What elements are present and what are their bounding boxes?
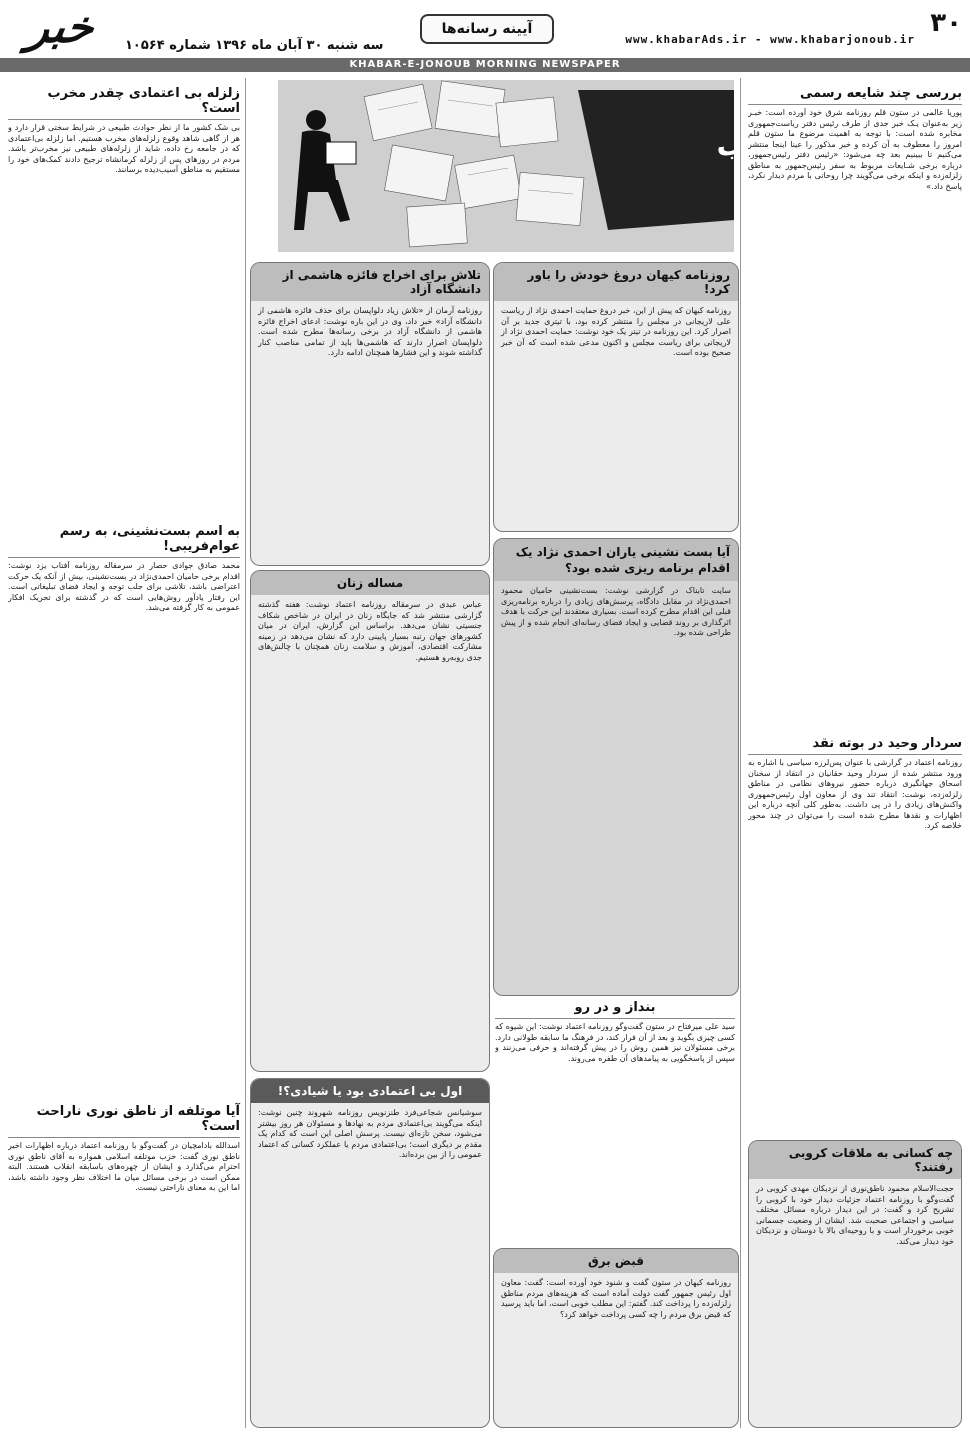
- article-title: زلزله بی اعتمادی چقدر مخرب است؟: [47, 86, 240, 116]
- article-title: به اسم بست‌نشینی، به رسم عوام‌فریبی!: [59, 524, 240, 554]
- article-motalefeh: [8, 1104, 240, 1441]
- article-body: سایت تابناک در گزارشی نوشت: بست‌نشینی حامیان محمود احمدی‌نژاد در مقابل دادگاه، پرسش‌های زیادی را درباره برنامه‌ریزی قبلی این اقدام مطرح کرده است. بسیاری معتقدند این حرکت با هدف اثرگذاری بر روند قضایی و ایجاد فضای رسانه‌ای انجام شده و از پیش طراحی شده بود.: [501, 586, 731, 637]
- article-strike: [8, 524, 240, 1033]
- article-quake-trust: [8, 86, 240, 543]
- article-title: روزنامه کیهان دروغ خودش را باور کرد!: [494, 263, 738, 301]
- newspapers-illustration: [278, 80, 734, 252]
- column-divider: [740, 78, 741, 1428]
- article-mistrust: [250, 1078, 490, 1428]
- hero-image: [278, 80, 734, 252]
- page-number: ۳۰: [930, 8, 962, 38]
- article-bendaz: [495, 1000, 735, 1250]
- section-title: آیینه رسانه‌ها: [420, 14, 554, 44]
- article-body: حجت‌الاسلام محمود ناطق‌نوری از نزدیکان مهدی کروبی در گفت‌وگو با روزنامه اعتماد جزئیات دیدار خود با کروبی را تشریح کرد و گفت: در این دیدار درباره مسائل مختلف سیاسی و اجتماعی صحبت شد. ایشان از وضعیت جسمانی خوبی برخوردار است و با روحیه‌ای بالا با دوستان و نزدیکان خود دیدار می‌کند.: [756, 1184, 954, 1246]
- article-title: آیا موتلفه از ناطق نوری ناراحت است؟: [36, 1104, 240, 1134]
- column-divider: [245, 78, 246, 1428]
- article-title: آیا بست نشینی یاران احمدی نژاد یک اقدام برنامه ریزی شده بود؟: [494, 539, 738, 581]
- newspaper-logo: خبر: [24, 2, 98, 53]
- article-kayhan: [493, 262, 739, 532]
- article-rumors: [748, 86, 962, 744]
- article-body: روزنامه کیهان در ستون گفت و شنود خود آورده است: گفت: معاون اول رئیس جمهور گفت دولت آماده است که هزینه‌های مردم مناطق زلزله‌زده را پرداخت کند. گفتم: این مطلب خوبی است، اما باید پرسید که قبض برق مردم را چه کسی پرداخت خواهد کرد؟: [501, 1278, 731, 1319]
- article-title: تلاش برای اخراج فائزه هاشمی از دانشگاه آزاد: [251, 263, 489, 301]
- article-body: اسدالله بادامچیان در گفت‌وگو با روزنامه اعتماد درباره اظهارات اخیر ناطق نوری گفت: حزب موتلفه اسلامی همواره به آقای ناطق نوری احترام می‌گذارد و ایشان از چهره‌های باسابقه انقلاب هستند. البته ممکن است در برخی مسائل میان ما اختلاف نظر وجود داشته باشد، اما این به معنای ناراحتی نیست.: [8, 1141, 240, 1192]
- article-body: سوشیانس شجاعی‌فرد طنزنویس روزنامه شهروند چنین نوشت: اینکه می‌گویند بی‌اعتمادی مردم به نهادها و مسئولان هر روز بیشتر می‌شود، سخن تازه‌ای نیست. پرسش اصلی این است که کدام یک مقدم بر دیگری است؛ بی‌اعتمادی مردم یا عملکرد کسانی که اعتماد عمومی را از بین برده‌اند.: [258, 1108, 482, 1159]
- article-barq: [493, 1248, 739, 1428]
- article-title: بنداز و در رو: [574, 1000, 656, 1015]
- article-ahmadinejad: [493, 538, 739, 996]
- article-body: محمد صادق جوادی حصار در سرمقاله روزنامه آفتاب یزد نوشت: اقدام برخی حامیان احمدی‌نژاد در بست‌نشینی، بیش از آنکه یک حرکت اعتراضی باشد، تلاشی برای جلب توجه و ایجاد فضای تبلیغاتی است. این رفتار یادآور روش‌هایی است که در گذشته برای تحریک افکار عمومی به کار گرفته می‌شد.: [8, 561, 240, 612]
- article-sardar: [748, 736, 962, 1150]
- masthead: [0, 0, 970, 58]
- article-title: اول بی اعتمادی بود یا شیادی؟!: [251, 1079, 489, 1103]
- article-title: چه کسانی به ملاقات کروبی رفتند؟: [749, 1141, 961, 1179]
- article-body: روزنامه آرمان از «تلاش زیاد دلواپسان برای حذف فائزه هاشمی از دانشگاه آزاد» خبر داد، وی در این باره نوشت: ادعای اخراج فائزه هاشمی از دانشگاه آزاد در برخی رسانه‌ها مطرح شده است. دلواپسان اصرار دارند که هاشمی‌ها باید از تمامی مناصب کنار گذاشته شوند و این فشارها همچنان ادامه دارد.: [258, 306, 482, 357]
- article-fatemeh: [250, 262, 490, 566]
- article-title: سردار وحید در بوته نقد: [812, 736, 962, 751]
- website-url[interactable]: www.khabarAds.ir - www.khabarjonoub.ir: [625, 33, 915, 46]
- article-body: روزنامه اعتماد در گزارشی با عنوان پس‌لرزه سیاسی با اشاره به ورود منتشر شده از سردار وحید حقانیان در انتقاد از سخنان اسحاق جهانگیری درباره حضور نیروهای نظامی در مناطق زلزله‌زده، نوشت: انتقاد تند وی از معاون اول رئیس‌جمهوری واکنش‌های زیادی را در پی داشت. به‌طور کلی آنچه درباره این اظهارات و نقدها مطرح شده است را می‌توان در چند محور خلاصه کرد.: [748, 758, 962, 830]
- article-kurubi: [748, 1140, 962, 1428]
- article-body: روزنامه کیهان که پیش از این، خبر دروغ حمایت احمدی نژاد از ریاست علی لاریجانی در مجلس را منتشر کرده بود، با تیتری جدید بر آن اصرار کرد. این روزنامه در تیتر یک خود نوشت: حمایت احمدی نژاد از لاریجانی برای ریاست مجلس و اکنون مدعی شده است که آن خبر صحیح بوده است.: [501, 306, 731, 357]
- article-title: بررسی چند شایعه رسمی: [799, 86, 962, 101]
- article-title: قبض برق: [494, 1249, 738, 1273]
- article-body: عباس عبدی در سرمقاله روزنامه اعتماد نوشت: هفته گذشته گزارشی منتشر شد که جایگاه زنان در ایران در شاخص شکاف جنسیتی نشان می‌دهد. براساس این گزارش، ایران در میان کشورهای جهان رتبه بسیار پایینی دارد که نشان می‌دهد در زمینه مشارکت اقتصادی، آموزش و سلامت زنان همچنان با چالش‌های جدی روبه‌رو هستیم.: [258, 600, 482, 662]
- article-women: [250, 570, 490, 1072]
- english-strap: KHABAR-E-JONOUB MORNING NEWSPAPER: [0, 58, 970, 72]
- article-title: مساله زنان: [251, 571, 489, 595]
- issue-date: سه شنبه ۳۰ آبان ماه ۱۳۹۶ شماره ۱۰۵۶۴: [125, 38, 384, 53]
- article-body: پوریا عالمی در ستون قلم روزنامه شرق خود آورده است: خبـر زیر به‌عنوان یـک خبر جدی از طرف رئیس دفتر ریاست‌جمهوری مخابره شده است: با توجه به اهمیت مرضوع ما ستون قلم امروز را معطوف به آن کرده و خبر مذکور را عینا اینجا منتشر می‌کنیم تا ببینیم بعد چه می‌شود: «رئیس دفتر رئیس‌جمهور، درباره برخی شـایعات مربوط به سفر رئیس‌جمهور به مناطق زلزله‌زده و اینکه برخی می‌گویند چرا روحانی با مردم دیدار نکرد، پاسخ داد.»: [748, 108, 962, 191]
- article-body: سید علی میرفتاح در ستون گفت‌وگو روزنامه اعتماد نوشت: این شیوه که کسی چیزی بگوید و بعد از آن فرار کند، در فرهنگ ما سابقه طولانی دارد. برخی مسئولان نیز همین روش را در پیش گرفته‌اند و حرفی می‌زنند و سپس از پاسخگویی به پیامدهای آن طفره می‌روند.: [495, 1022, 735, 1063]
- article-body: بی شک کشور ما از نظر حوادث طبیعی در شرایط سختی قرار دارد و هر از گاهی شاهد وقوع زلزله‌های مخرب هستیم. اما زلزله بی‌اعتمادی که در جامعه رخ داده، شاید از زلزله‌های طبیعی نیز مخرب‌تر باشد. مردم در روزهای پس از زلزله کرمانشاه ترجیح دادند کمک‌های خود را مستقیم به مناطق آسیب‌دیده برسانند.: [8, 123, 240, 174]
